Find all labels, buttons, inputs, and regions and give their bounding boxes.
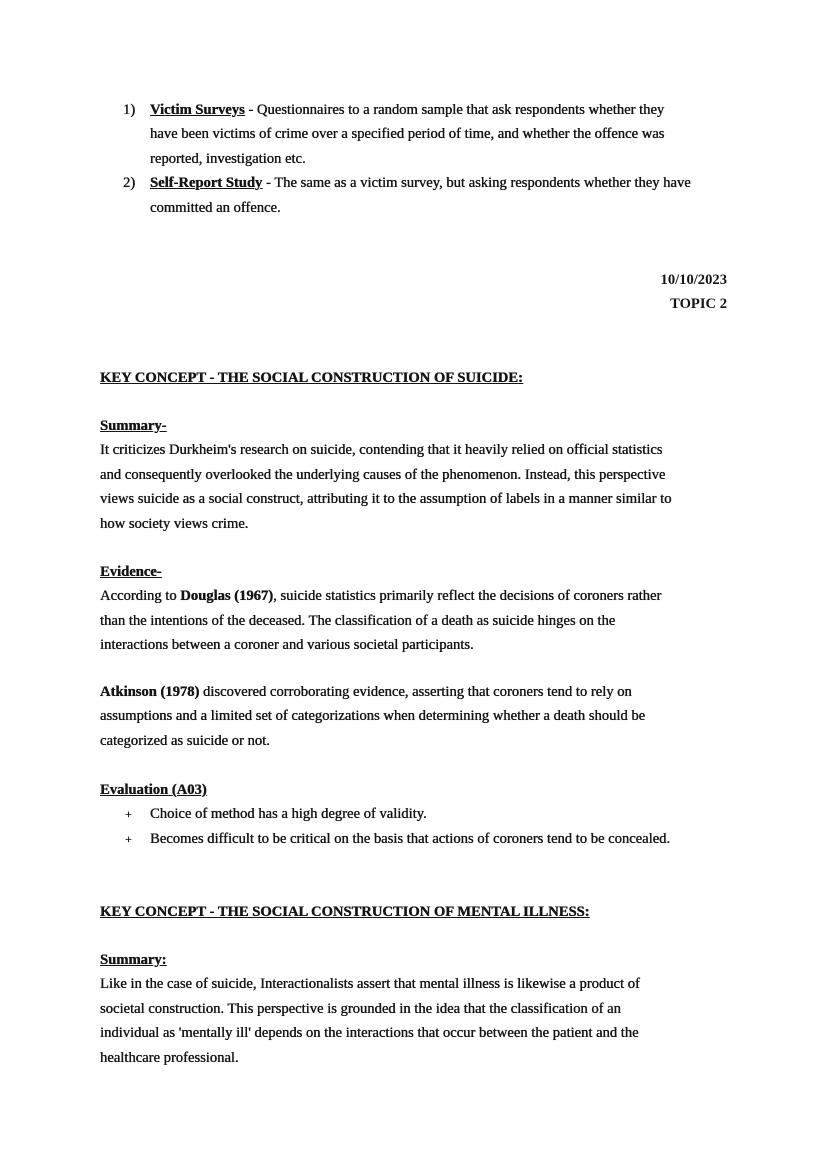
text: discovered corroborating evidence, asserting that coroners tend to rely on (199, 684, 632, 700)
list-item (100, 98, 691, 171)
text-line: committed an offence. (150, 199, 281, 216)
text-line: have been victims of crime over a specified period of time, and whether the offence was (150, 126, 665, 143)
evidence-label: Evidence- (100, 564, 162, 580)
text-line: how society views crime. (100, 515, 249, 532)
text-line: - Questionnaires to a random sample that ask respondents whether they (248, 102, 665, 118)
atkinson-block (100, 680, 645, 753)
date: 10/10/2023 (660, 272, 727, 288)
section-heading: KEY CONCEPT - THE SOCIAL CONSTRUCTION OF MENTAL ILLNESS: (100, 904, 590, 920)
text-line: interactions between a coroner and various societal participants. (100, 637, 474, 654)
evidence-block (100, 560, 661, 658)
list-item (100, 171, 691, 220)
summary-block (100, 948, 640, 1070)
text-line: Like in the case of suicide, Interactionalists assert that mental illness is likewise a product of (100, 976, 640, 993)
term: Self-Report Study (150, 175, 263, 192)
text: Becomes difficult to be critical on the basis that actions of coroners tend to be concealed. (150, 830, 671, 847)
summary-block (100, 414, 671, 536)
plus-bullet-icon: + (125, 831, 132, 846)
topic: TOPIC 2 (670, 296, 727, 313)
text-line: and consequently overlooked the underlying causes of the phenomenon. Instead, this perspective (100, 466, 666, 483)
text-line: healthcare professional. (100, 1049, 239, 1066)
text: According to (100, 588, 181, 605)
evaluation-point (100, 827, 670, 851)
term: Victim Surveys (150, 102, 245, 118)
text-line: than the intentions of the deceased. The classification of a death as suicide hinges on the (100, 612, 616, 629)
methods-list (100, 98, 691, 220)
text-line: societal construction. This perspective is grounded in the idea that the classification of an (100, 1000, 621, 1017)
text-line: reported, investigation etc. (150, 150, 306, 167)
list-number: 1) (123, 102, 136, 118)
date-topic (661, 268, 727, 317)
text-line: assumptions and a limited set of categorizations when determining whether a death should be (100, 708, 646, 725)
evaluation-point (100, 802, 670, 826)
text-line: categorized as suicide or not. (100, 732, 270, 749)
citation: Atkinson (1978) (100, 684, 200, 700)
section-heading: KEY CONCEPT - THE SOCIAL CONSTRUCTION OF SUICIDE: (100, 370, 523, 386)
text-line: individual as 'mentally ill' depends on the interactions that occur between the patient and the (100, 1025, 639, 1042)
plus-bullet-icon: + (125, 807, 132, 822)
text-line: It criticizes Durkheim's research on suicide, contending that it heavily relied on official statistics (100, 442, 663, 459)
text: Choice of method has a high degree of validity. (150, 806, 427, 823)
text: , suicide statistics primarily reflect the decisions of coroners rather (273, 588, 662, 605)
text-line: - The same as a victim survey, but asking respondents whether they have (265, 175, 691, 192)
evaluation-label: Evaluation (A03) (100, 782, 207, 798)
evaluation-block (100, 778, 670, 851)
summary-label: Summary- (100, 418, 167, 434)
text-line: views suicide as a social construct, attributing it to the assumption of labels in a manner similar to (100, 491, 672, 508)
list-number: 2) (123, 175, 136, 192)
summary-label: Summary: (100, 952, 167, 968)
citation: Douglas (1967) (180, 588, 274, 605)
